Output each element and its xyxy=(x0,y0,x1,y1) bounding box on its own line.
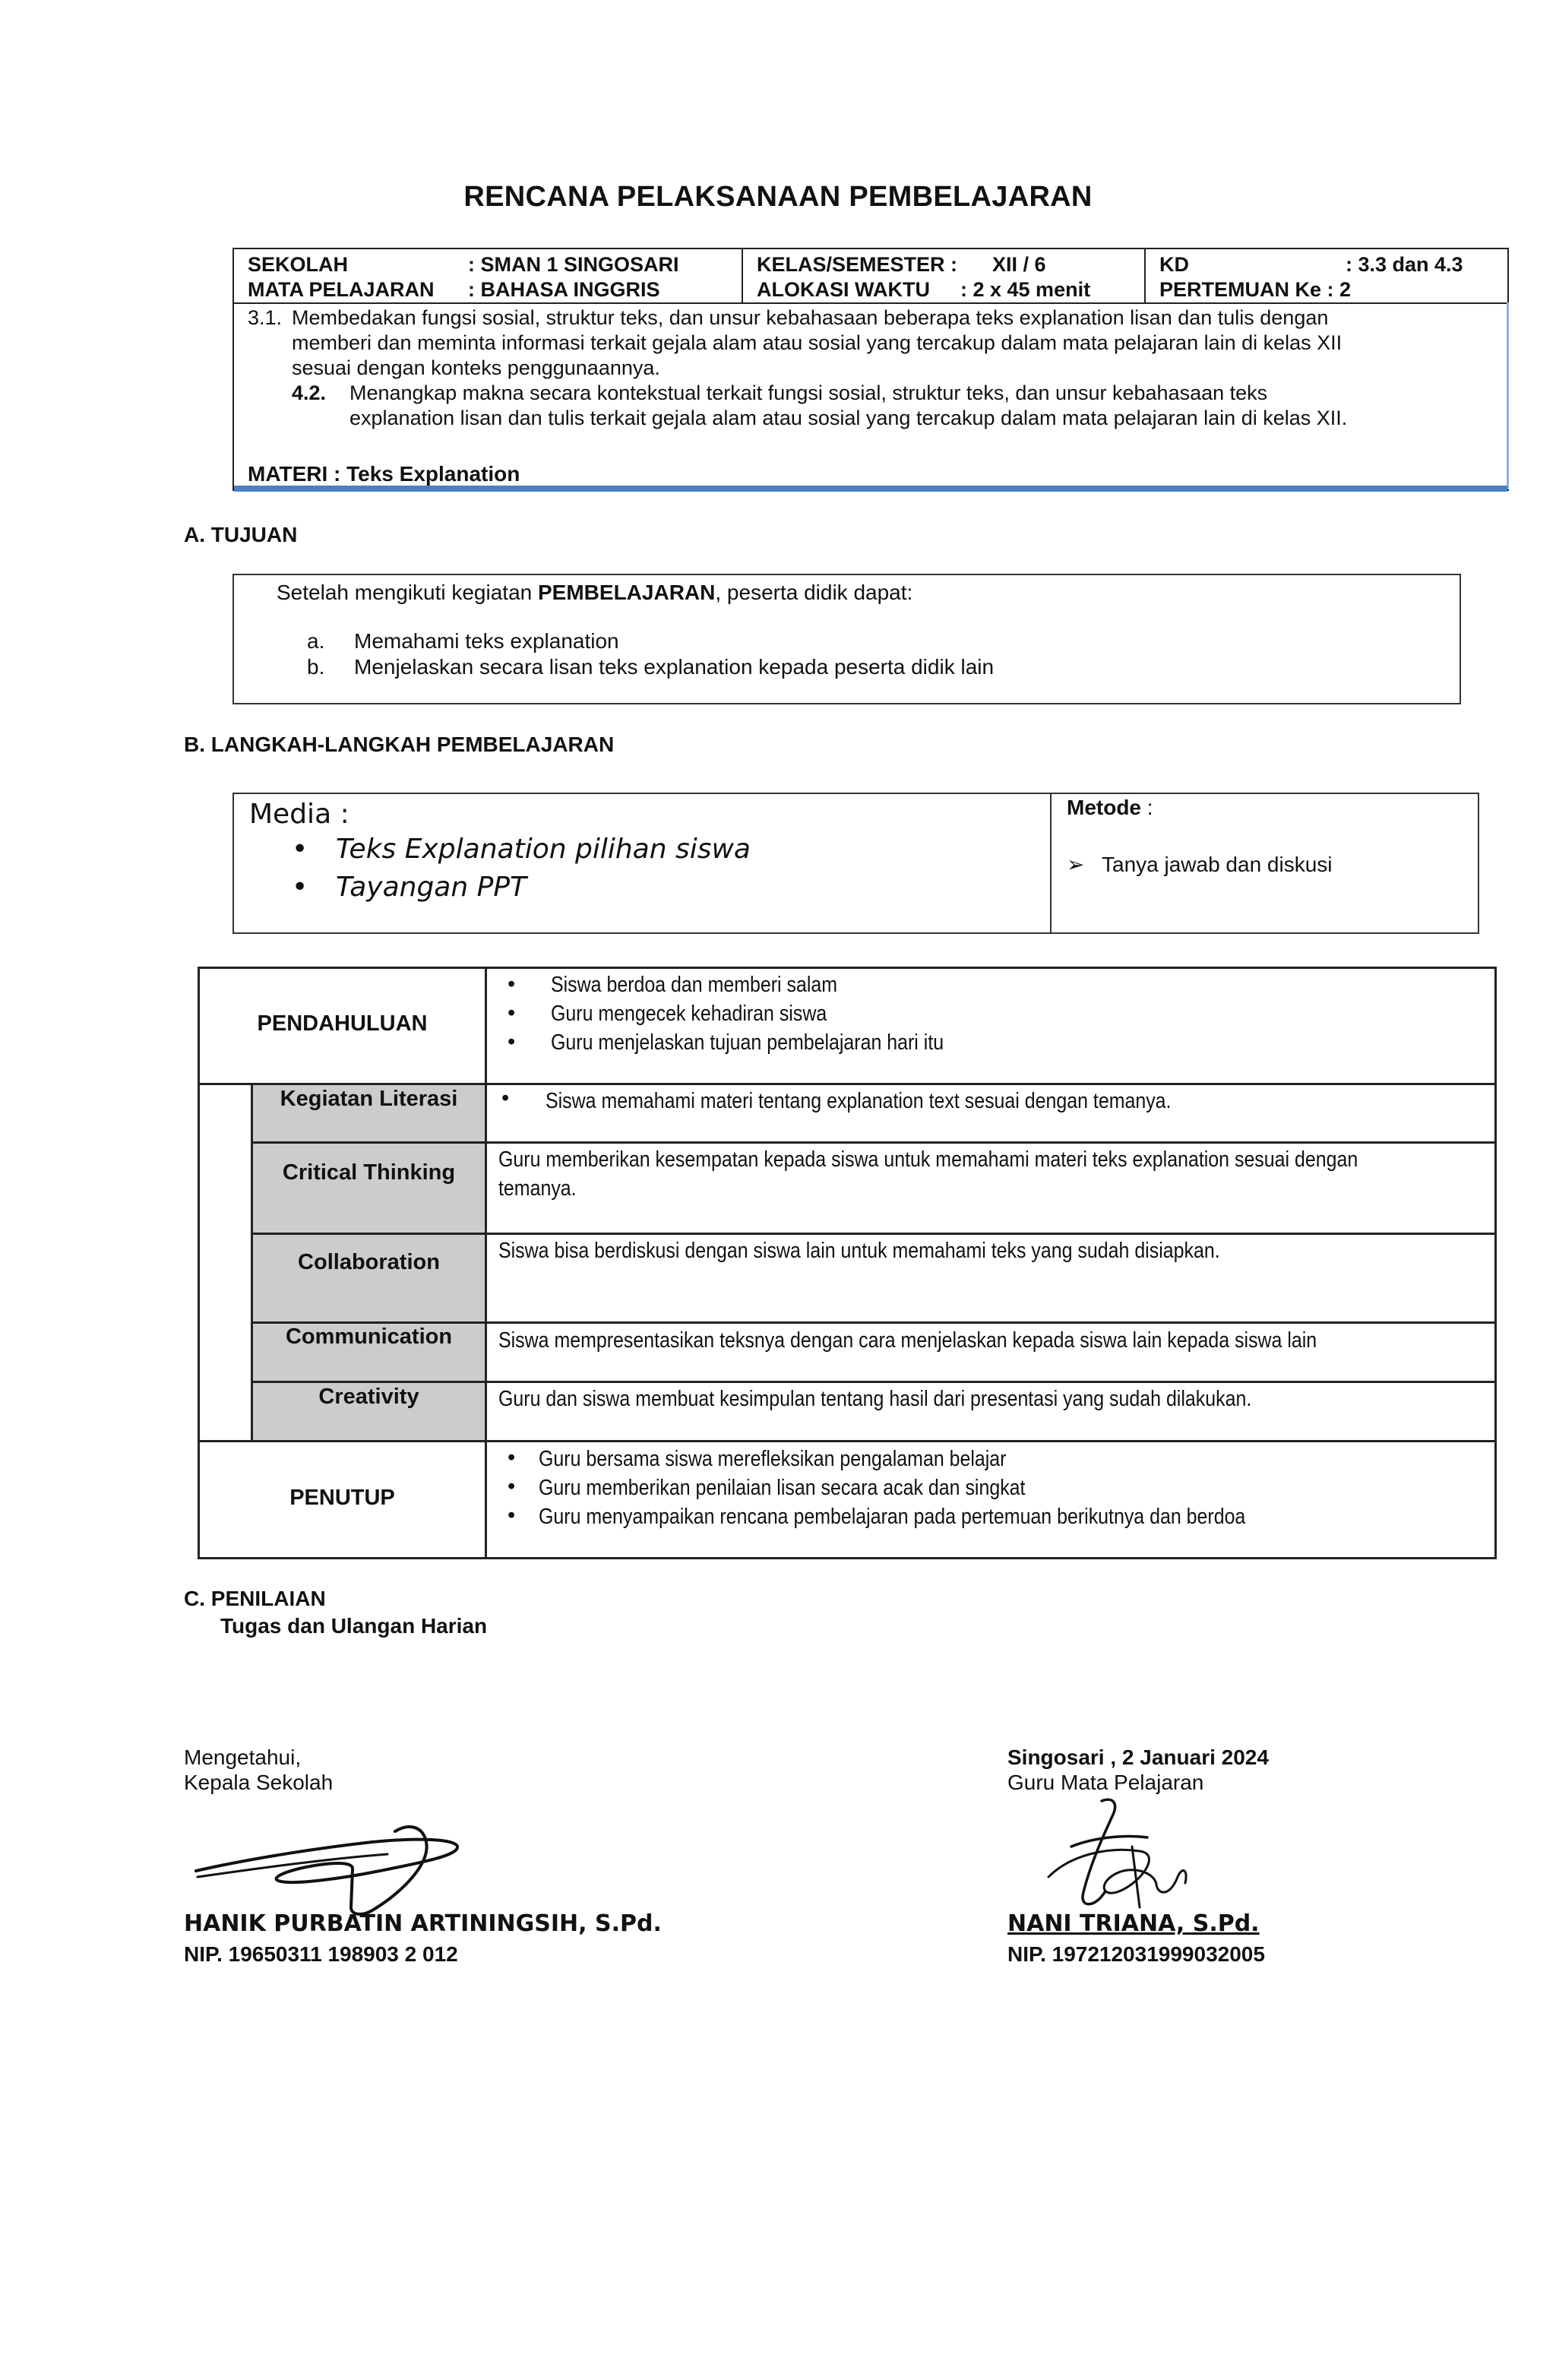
pendahuluan-label: PENDAHULUAN xyxy=(257,1011,428,1036)
bullet-icon: • xyxy=(508,972,516,996)
penutup-item: Guru menyampaikan rencana pembelajaran pada pertemuan berikutnya dan berdoa xyxy=(539,1505,1246,1529)
row-divider xyxy=(251,1233,1494,1235)
right-signer-nip: NIP. 197212031999032005 xyxy=(1007,1942,1265,1966)
class-cell xyxy=(743,249,1146,302)
column-divider xyxy=(485,969,487,1557)
header-bottom-accent xyxy=(234,486,1507,492)
row-divider xyxy=(251,1141,1494,1144)
metode-item-text: Tanya jawab dan diskusi xyxy=(1102,853,1333,876)
meeting-line: PERTEMUAN Ke : 2 xyxy=(1159,278,1352,301)
kd31-line-2: memberi dan meminta informasi terkait gejala alam atau sosial yang tercakup dalam mata pelajaran lain di kelas XII xyxy=(292,331,1343,354)
collaboration-text: Siswa bisa berdiskusi dengan siswa lain untuk memahami teks yang sudah disiapkan. xyxy=(498,1239,1220,1263)
tujuan-item-label: a. xyxy=(307,629,325,653)
activity-table xyxy=(198,967,1497,1559)
bullet-icon: • xyxy=(292,834,308,865)
bullet-icon: • xyxy=(508,1445,516,1470)
critical-thinking-text: temanya. xyxy=(498,1176,577,1201)
kd31-line-1 xyxy=(248,305,1477,331)
tujuan-box xyxy=(232,574,1461,704)
critical-thinking-text: Guru memberikan kesempatan kepada siswa untuk memahami materi teks explanation sesuai dengan xyxy=(498,1147,1358,1172)
section-a-heading: A. TUJUAN xyxy=(184,523,298,546)
tujuan-intro-after: , peserta didik dapat: xyxy=(715,581,913,604)
kd42-text-2: explanation lisan dan tulis terkait gejala alam atau sosial yang tercakup dalam mata pelajaran lain di kelas XII. xyxy=(349,407,1348,429)
arrow-bullet-icon: ➢ xyxy=(1067,853,1085,876)
bullet-icon: • xyxy=(292,872,308,903)
kd31-number: 3.1. xyxy=(248,306,283,329)
right-sign-line-1: Singosari , 2 Januari 2024 xyxy=(1007,1745,1269,1769)
kd-description xyxy=(248,305,1477,431)
school-line xyxy=(248,252,731,277)
school-cell xyxy=(234,249,743,302)
kd-label: KD xyxy=(1159,253,1189,276)
tujuan-item-text: Menjelaskan secara lisan teks explanation kepada peserta didik lain xyxy=(354,655,995,679)
time-value: : 2 x 45 menit xyxy=(960,278,1091,301)
bullet-icon: • xyxy=(508,1503,516,1527)
time-line xyxy=(757,277,1134,302)
left-sign-line-1: Mengetahui, xyxy=(184,1745,302,1769)
left-signature-header xyxy=(184,1745,333,1795)
section-b-heading: B. LANGKAH-LANGKAH PEMBELAJARAN xyxy=(184,733,615,756)
school-label: SEKOLAH xyxy=(248,253,349,276)
header-info-table xyxy=(232,248,1509,491)
header-right-accent xyxy=(1507,302,1509,489)
time-label: ALOKASI WAKTU xyxy=(757,278,930,301)
kd42-text-1: Menangkap makna secara kontekstual terkait fungsi sosial, struktur teks, dan unsur kebahasaan teks xyxy=(349,381,1268,404)
penilaian-text: Tugas dan Ulangan Harian xyxy=(220,1614,488,1638)
kd31-text-1: Membedakan fungsi sosial, struktur teks, dan unsur kebahasaan beberapa teks explanation lisan dan tulis dengan xyxy=(292,306,1329,329)
media-item-text: Tayangan PPT xyxy=(336,872,527,903)
kd-value: : 3.3 dan 4.3 xyxy=(1346,253,1463,276)
penutup-item: Guru bersama siswa merefleksikan pengalaman belajar xyxy=(539,1447,1007,1471)
page-title: RENCANA PELAKSANAAN PEMBELAJARAN xyxy=(463,181,1093,213)
tujuan-intro-before: Setelah mengikuti kegiatan xyxy=(277,581,538,604)
media-method-table xyxy=(232,793,1479,934)
kd-line xyxy=(1159,252,1497,277)
tujuan-item-text: Memahami teks explanation xyxy=(354,629,619,653)
communication-text: Siswa mempresentasikan teksnya dengan cara menjelaskan kepada siswa lain kepada siswa lain xyxy=(498,1328,1317,1353)
media-label: Media : xyxy=(249,799,349,830)
row-divider xyxy=(251,1321,1494,1324)
section-c-heading: C. PENILAIAN xyxy=(184,1587,326,1610)
class-label: KELAS/SEMESTER : xyxy=(757,253,958,276)
penutup-label: PENUTUP xyxy=(289,1486,395,1510)
subject-label: MATA PELAJARAN xyxy=(248,278,435,301)
left-signer-nip: NIP. 19650311 198903 2 012 xyxy=(184,1942,458,1966)
pendahuluan-item: Siswa berdoa dan memberi salam xyxy=(551,973,838,997)
kd-cell xyxy=(1146,249,1507,302)
class-line xyxy=(757,252,1134,277)
communication-label: Communication xyxy=(285,1325,453,1349)
collaboration-label: Collaboration xyxy=(298,1250,440,1274)
metode-colon: : xyxy=(1141,796,1153,819)
tujuan-intro xyxy=(277,580,912,606)
right-sign-line-2: Guru Mata Pelajaran xyxy=(1007,1771,1204,1794)
right-signature-header xyxy=(1007,1745,1269,1795)
signature-image xyxy=(190,1816,471,1923)
media-item xyxy=(292,834,751,865)
creativity-text: Guru dan siswa membuat kesimpulan tentang hasil dari presentasi yang sudah dilakukan. xyxy=(498,1387,1252,1411)
row-divider xyxy=(200,1440,1494,1442)
row-divider xyxy=(251,1381,1494,1383)
row-divider xyxy=(200,1083,1494,1085)
left-sign-line-2: Kepala Sekolah xyxy=(184,1771,334,1794)
metode-label: Metode xyxy=(1067,796,1141,819)
pendahuluan-item: Guru mengecek kehadiran siswa xyxy=(551,1002,827,1026)
materi-label: MATERI : Teks Explanation xyxy=(248,462,520,486)
bullet-icon: • xyxy=(508,1030,516,1054)
pendahuluan-item: Guru menjelaskan tujuan pembelajaran hari itu xyxy=(551,1030,944,1055)
metode-item xyxy=(1067,852,1333,877)
left-signer-name: HANIK PURBATIN ARTININGSIH, S.Pd. xyxy=(184,1910,662,1937)
tujuan-item-label: b. xyxy=(307,655,325,679)
media-cell xyxy=(234,794,1052,932)
right-signer-name: NANI TRIANA, S.Pd. xyxy=(1007,1910,1260,1937)
media-item-text: Teks Explanation pilihan siswa xyxy=(336,834,751,865)
kd42-number: 4.2. xyxy=(292,381,327,404)
media-item xyxy=(292,872,527,903)
kd42-line-1 xyxy=(248,381,1477,406)
bullet-icon: • xyxy=(501,1086,510,1110)
class-value: XII / 6 xyxy=(992,253,1046,276)
school-value: : SMAN 1 SINGOSARI xyxy=(468,253,679,276)
tujuan-item xyxy=(307,628,619,654)
header-top-row xyxy=(234,249,1507,304)
subject-value: : BAHASA INGGRIS xyxy=(468,278,660,301)
literasi-label: Kegiatan Literasi xyxy=(280,1087,458,1111)
literasi-text: Siswa memahami materi tentang explanation text sesuai dengan temanya. xyxy=(546,1089,1172,1113)
metode-heading xyxy=(1067,796,1153,820)
signature-image xyxy=(1026,1793,1200,1923)
kd31-line-3: sesuai dengan konteks penggunaannya. xyxy=(292,356,660,379)
penutup-item: Guru memberikan penilaian lisan secara acak dan singkat xyxy=(539,1476,1026,1500)
tujuan-item xyxy=(307,654,994,680)
creativity-label: Creativity xyxy=(318,1385,419,1409)
bullet-icon: • xyxy=(508,1001,516,1025)
tujuan-intro-bold: PEMBELAJARAN xyxy=(538,581,716,604)
kd42-line-2 xyxy=(248,406,1477,431)
subject-line xyxy=(248,277,731,302)
critical-thinking-label: Critical Thinking xyxy=(282,1160,456,1185)
bullet-icon: • xyxy=(508,1474,516,1499)
